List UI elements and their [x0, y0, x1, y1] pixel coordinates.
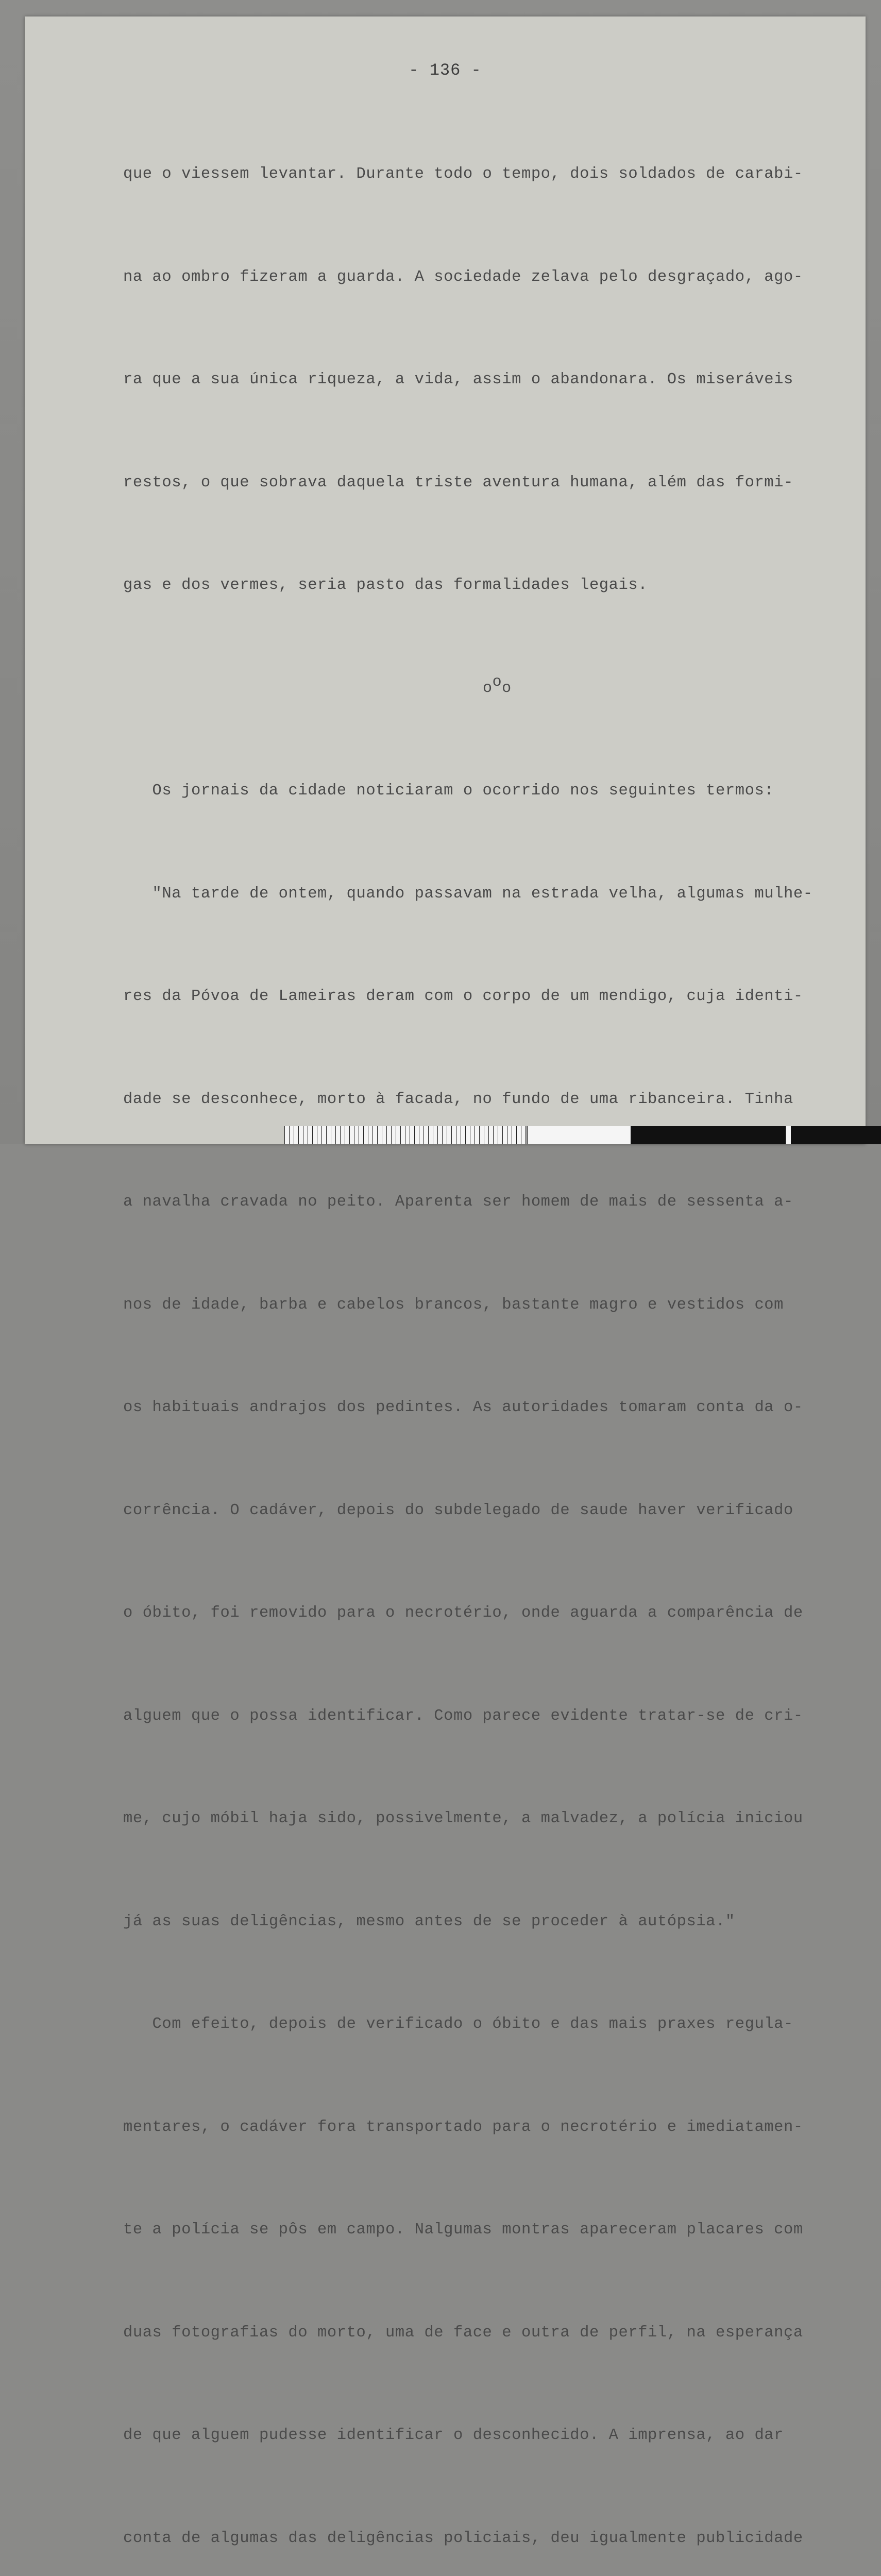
text-line: já as suas deligências, mesmo antes de se proceder à autópsia." [123, 1912, 735, 1930]
separator-mark: o [492, 673, 502, 691]
text-line: o óbito, foi removido para o necrotério, onde aguarda a comparência de [123, 1604, 803, 1622]
text-line: que o viessem levantar. Durante todo o tempo, dois soldados de carabi- [123, 165, 803, 183]
separator-mark: o [502, 679, 512, 697]
text-line: me, cujo móbil haja sido, possivelmente, a malvadez, a polícia iniciou [123, 1810, 803, 1827]
text-line: Com efeito, depois de verificado o óbito e das mais praxes regula- [123, 2015, 793, 2033]
text-line: nos de idade, barba e cabelos brancos, bastante magro e vestidos com [123, 1296, 784, 1314]
text-line: dade se desconhece, morto à facada, no fundo de uma ribanceira. Tinha [123, 1090, 793, 1108]
text-line: duas fotografias do morto, uma de face e outra de perfil, na esperança [123, 2324, 803, 2342]
text-line: Os jornais da cidade noticiaram o ocorrido nos seguintes termos: [123, 782, 774, 800]
ruler-ticks [284, 1126, 528, 1144]
scan-ruler [284, 1126, 881, 1144]
text-line: alguem que o possa identificar. Como parece evidente tratar-se de cri- [123, 1707, 803, 1725]
text-line: gas e dos vermes, seria pasto das formalidades legais. [123, 577, 648, 594]
text-line: restos, o que sobrava daquela triste aventura humana, além das formi- [123, 473, 793, 492]
text-line: ra que a sua única riqueza, a vida, assim o abandonara. Os miseráveis [123, 371, 793, 388]
page-number: - 136 - [409, 61, 482, 80]
ruler-white-band [528, 1126, 631, 1144]
text-line: de que alguem pudesse identificar o desconhecido. A imprensa, ao dar [123, 2427, 784, 2444]
text-line: te a polícia se pôs em campo. Nalgumas montras apareceram placares com [123, 2221, 803, 2239]
text-line: na ao ombro fizeram a guarda. A sociedade zelava pelo desgraçado, ago- [123, 268, 803, 286]
text-line: "Na tarde de ontem, quando passavam na estrada velha, algumas mulhe- [123, 885, 813, 903]
text-line: corrência. O cadáver, depois do subdelegado de saude haver verificado [123, 1501, 793, 1519]
section-separator [123, 671, 860, 706]
text-line: a navalha cravada no peito. Aparenta ser homem de mais de sessenta a- [123, 1193, 793, 1211]
text-line: os habituais andrajos dos pedintes. As autoridades tomaram conta da o- [123, 1399, 803, 1416]
text-line: conta de algumas das deligências policiais, deu igualmente publicidade [123, 2529, 803, 2547]
ruler-black-band [631, 1126, 881, 1144]
document-page [25, 16, 866, 2547]
body-text [123, 89, 860, 2576]
separator-mark: o [483, 679, 493, 697]
text-line: mentares, o cadáver fora transportado para o necrotério e imediatamen- [123, 2118, 803, 2136]
text-line: res da Póvoa de Lameiras deram com o corpo de um mendigo, cuja identi- [123, 988, 803, 1005]
